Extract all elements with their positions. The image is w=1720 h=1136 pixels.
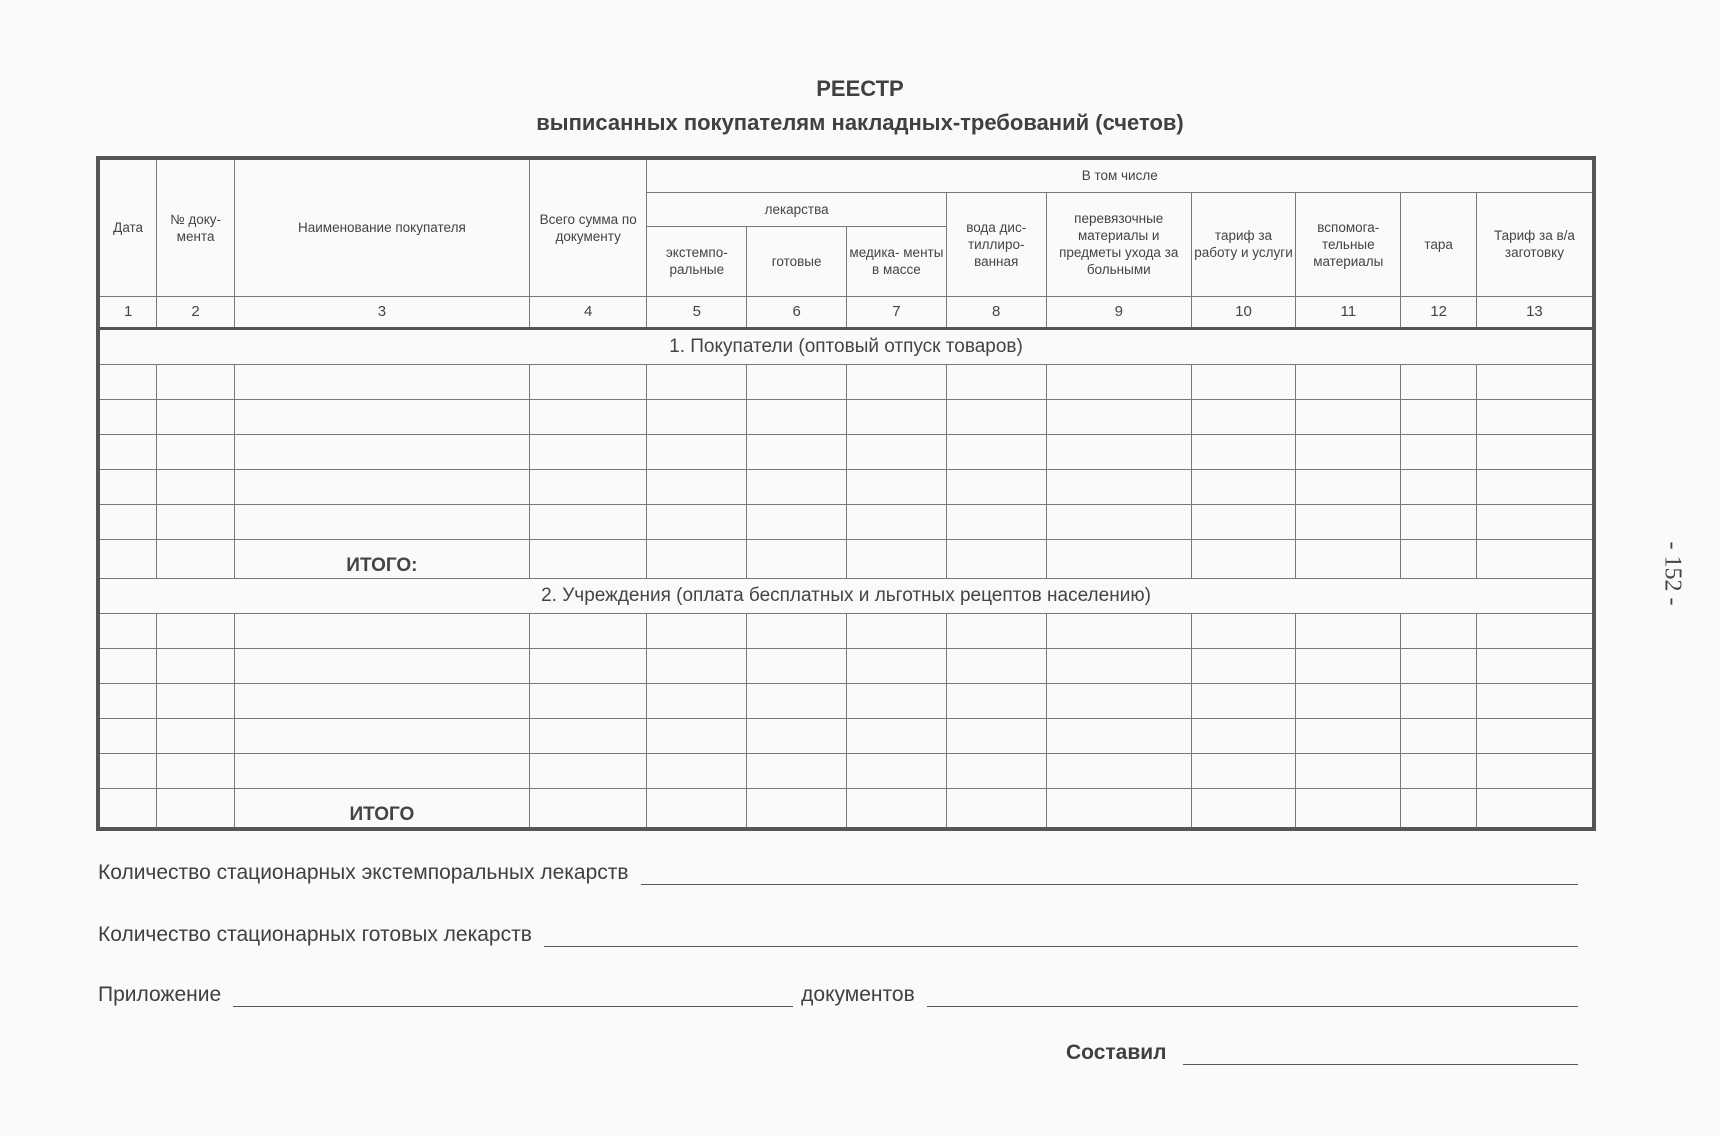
title-line-2: выписанных покупателям накладных-требований (счетов) bbox=[536, 110, 1184, 135]
header-ready: готовые bbox=[747, 226, 847, 296]
compiled-label: Составил bbox=[1066, 1041, 1167, 1064]
register-table bbox=[96, 156, 1596, 831]
table-row bbox=[98, 613, 1594, 648]
col-num: 13 bbox=[1476, 296, 1594, 328]
header-extemporal: экстемпо- ральные bbox=[647, 226, 747, 296]
header-dressings: перевязочные материалы и предметы ухода за больными bbox=[1046, 192, 1191, 296]
header-customer: Наименование покупателя bbox=[234, 158, 529, 296]
col-num: 6 bbox=[747, 296, 847, 328]
title-line-1: РЕЕСТР bbox=[816, 76, 904, 101]
documents-label: документов bbox=[801, 983, 915, 1006]
section-2-total-label: ИТОГО bbox=[234, 788, 529, 829]
documents-field[interactable] bbox=[927, 980, 1578, 1007]
col-num: 11 bbox=[1296, 296, 1401, 328]
header-container: тара bbox=[1401, 192, 1476, 296]
extemporal-qty-line bbox=[98, 858, 1578, 885]
section-1-title: 1. Покупатели (оптовый отпуск товаров) bbox=[98, 328, 1594, 364]
header-including: В том числе bbox=[647, 158, 1594, 192]
col-num: 4 bbox=[529, 296, 647, 328]
col-num: 8 bbox=[946, 296, 1046, 328]
section-1-total-row bbox=[98, 539, 1594, 578]
compiled-line bbox=[1066, 1038, 1578, 1065]
extemporal-qty-label: Количество стационарных экстемпоральных лекарств bbox=[98, 861, 629, 884]
ready-qty-label: Количество стационарных готовых лекарств bbox=[98, 923, 532, 946]
table-row bbox=[98, 753, 1594, 788]
header-tariff-prep: Тариф за в/а заготовку bbox=[1476, 192, 1594, 296]
section-1-total-label: ИТОГО: bbox=[234, 539, 529, 578]
header-doc-no: № доку- мента bbox=[157, 158, 235, 296]
extemporal-qty-field[interactable] bbox=[641, 858, 1578, 885]
table-row bbox=[98, 648, 1594, 683]
table-row bbox=[98, 504, 1594, 539]
col-num: 5 bbox=[647, 296, 747, 328]
col-num: 12 bbox=[1401, 296, 1476, 328]
table-row bbox=[98, 718, 1594, 753]
ready-qty-field[interactable] bbox=[544, 920, 1578, 947]
compiled-field[interactable] bbox=[1183, 1038, 1578, 1065]
col-num: 1 bbox=[98, 296, 157, 328]
ready-qty-line bbox=[98, 920, 1578, 947]
section-2-title: 2. Учреждения (оплата бесплатных и льготных рецептов населению) bbox=[98, 578, 1594, 613]
header-tariff-work: тариф за работу и услуги bbox=[1191, 192, 1295, 296]
table-row bbox=[98, 399, 1594, 434]
header-total-sum: Всего сумма по документу bbox=[529, 158, 647, 296]
header-auxiliary: вспомога- тельные материалы bbox=[1296, 192, 1401, 296]
header-bulk: медика- менты в массе bbox=[847, 226, 947, 296]
table-row bbox=[98, 434, 1594, 469]
header-water: вода дис- тиллиро- ванная bbox=[946, 192, 1046, 296]
column-numbers-row bbox=[98, 296, 1594, 328]
col-num: 2 bbox=[157, 296, 235, 328]
header-date: Дата bbox=[98, 158, 157, 296]
col-num: 3 bbox=[234, 296, 529, 328]
header-medicines: лекарства bbox=[647, 192, 946, 226]
document-title bbox=[0, 72, 1720, 140]
col-num: 9 bbox=[1046, 296, 1191, 328]
col-num: 7 bbox=[847, 296, 947, 328]
attachment-label: Приложение bbox=[98, 983, 222, 1006]
table-row bbox=[98, 364, 1594, 399]
table-row bbox=[98, 469, 1594, 504]
page-number: - 152 - bbox=[1659, 541, 1686, 606]
table-row bbox=[98, 683, 1594, 718]
col-num: 10 bbox=[1191, 296, 1295, 328]
attachment-field[interactable] bbox=[233, 980, 793, 1007]
attachment-line bbox=[98, 980, 1578, 1007]
section-2-total-row bbox=[98, 788, 1594, 829]
